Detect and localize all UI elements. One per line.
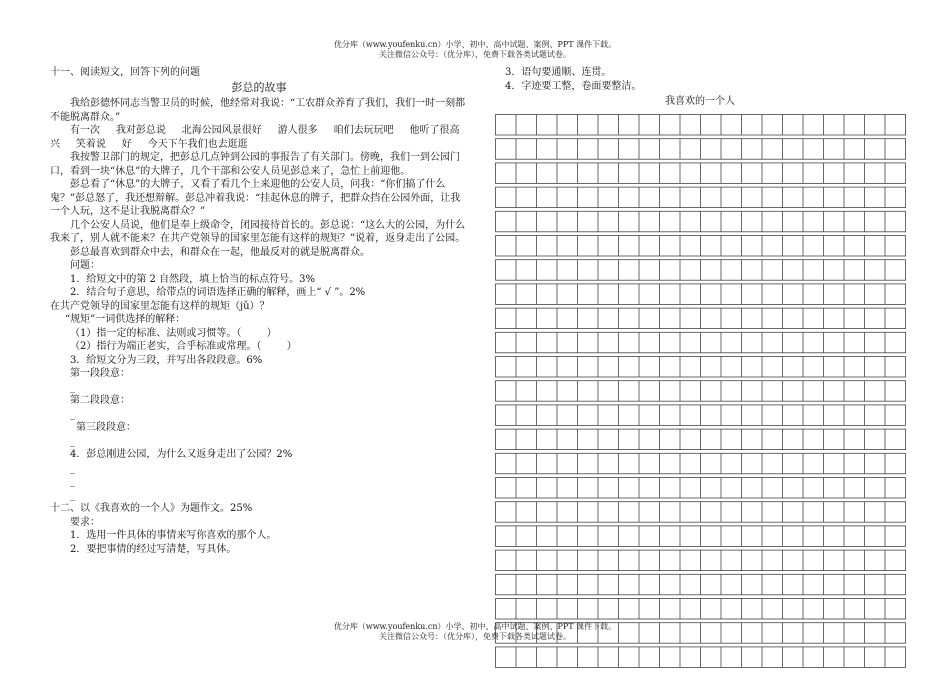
header-bottom-line2: 关注微信公众号：（优分库），免费下载各类试题试卷。 [379, 632, 571, 641]
question-2-sentence: 在共产党领导的国家里怎能有这样的规矩（jǔ）？ [50, 300, 270, 312]
question-2-option-2: （2）指行为端正老实，合乎标准或常理。（ ） [70, 341, 297, 353]
requirement-3: 3．语句要通顺、连贯。 [505, 67, 612, 78]
answer-line: _ [70, 435, 75, 447]
header-top-line2: 关注微信公众号：（优分库），免费下载各类试题试卷。 [379, 50, 571, 59]
requirements-label: 要求： [70, 516, 100, 528]
question-2: 2．结合句子意思，给带点的词语选择正确的解释，画上“ √ ”。2% [70, 287, 366, 299]
requirement-2: 2．要把事情的经过写清楚，写具体。 [70, 543, 237, 555]
answer-line: _ [70, 489, 75, 501]
question-2-option-1: （1）指一定的标准、法则或习惯等。（ ） [70, 327, 277, 339]
paragraph-2: 有一次 我对彭总说 北海公园风景很好 游人很多 咱们去玩玩吧 他听了很高兴 笑着说 好 今天下午我们也去逛逛 [50, 125, 460, 150]
answer-line: _ [70, 476, 75, 488]
paragraph-3: 我按警卫部门的规定，把彭总几点钟到公园的事报告了有关部门。傍晚，我们一到公园门口，看到一块“休息”的大牌子，几个干部和公安人员见彭总来了，急忙上前迎他。 [50, 152, 460, 177]
left-column [50, 66, 468, 556]
question-4: 4．彭总刚进公园，为什么又返身走出了公园？2% [70, 449, 293, 461]
story-title: 彭总的故事 [231, 80, 287, 94]
paragraph-5: 几个公安人员说，他们是奉上级命令，闭园接待首长的。彭总说：“这么大的公园，为什么我来了，别人就不能来？在共产党领导的国家里怎能有这样的规矩？”说着，返身走出了公园。 [50, 219, 466, 245]
question-3-part-2: 第二段段意： [70, 395, 130, 407]
question-3: 3．给短文分为三段，并写出各段段意。6% [70, 354, 263, 366]
requirement-1: 1．选用一件具体的事情来写你喜欢的那个人。 [70, 530, 277, 542]
requirement-4: 4．字迹要工整，卷面要整洁。 [505, 80, 642, 92]
header-bottom [0, 622, 950, 642]
header-top-line1: 优分库（www.youfenku.cn）小学、初中、高中试题、案例、PPT 课件下载。 [333, 40, 617, 49]
paragraph-4: 彭总看了“休息”的大牌子，又看了看几个上来迎他的公安人员，问我：“你们搞了什么鬼？”彭总怒了，我还想辩解。彭总冲着我说：“挂起休息的牌子，把群众挡在公园外面，让我一个人玩，这不是让我脱离群众？” [50, 179, 461, 218]
paragraph-1: 我给彭德怀同志当警卫员的时候，他经常对我说：“工农群众养育了我们，我们一时一刻都不能脱离群众。” [50, 98, 466, 123]
answer-line: _ [70, 408, 75, 420]
requirements-continued [505, 66, 905, 93]
question-3-part-3: 第三段段意： [76, 422, 136, 434]
question-1: 1．给短文中的第 2 自然段，填上恰当的标点符号。3% [70, 273, 315, 285]
essay-grid-title: 我喜欢的一个人 [665, 96, 735, 107]
question-2-word: “规矩”一词供选择的解释： [65, 314, 186, 326]
question-label: 问题： [70, 260, 100, 272]
question-3-part-1: 第一段段意： [70, 368, 130, 380]
paragraph-6: 彭总最喜欢到群众中去，和群众在一起，他最反对的就是脱离群众。 [70, 246, 370, 258]
answer-line: _ [70, 381, 75, 393]
answer-line: _ [70, 462, 75, 474]
essay-writing-grid[interactable] [495, 114, 907, 674]
header-top [0, 40, 950, 60]
header-bottom-line1: 优分库（www.youfenku.cn）小学、初中、高中试题、案例、PPT 课件下载。 [333, 622, 617, 631]
section12-heading: 十二、以《我喜欢的一个人》为题作文。25% [50, 503, 253, 515]
section11-heading: 十一、阅读短文，回答下列的问题 [50, 67, 200, 78]
